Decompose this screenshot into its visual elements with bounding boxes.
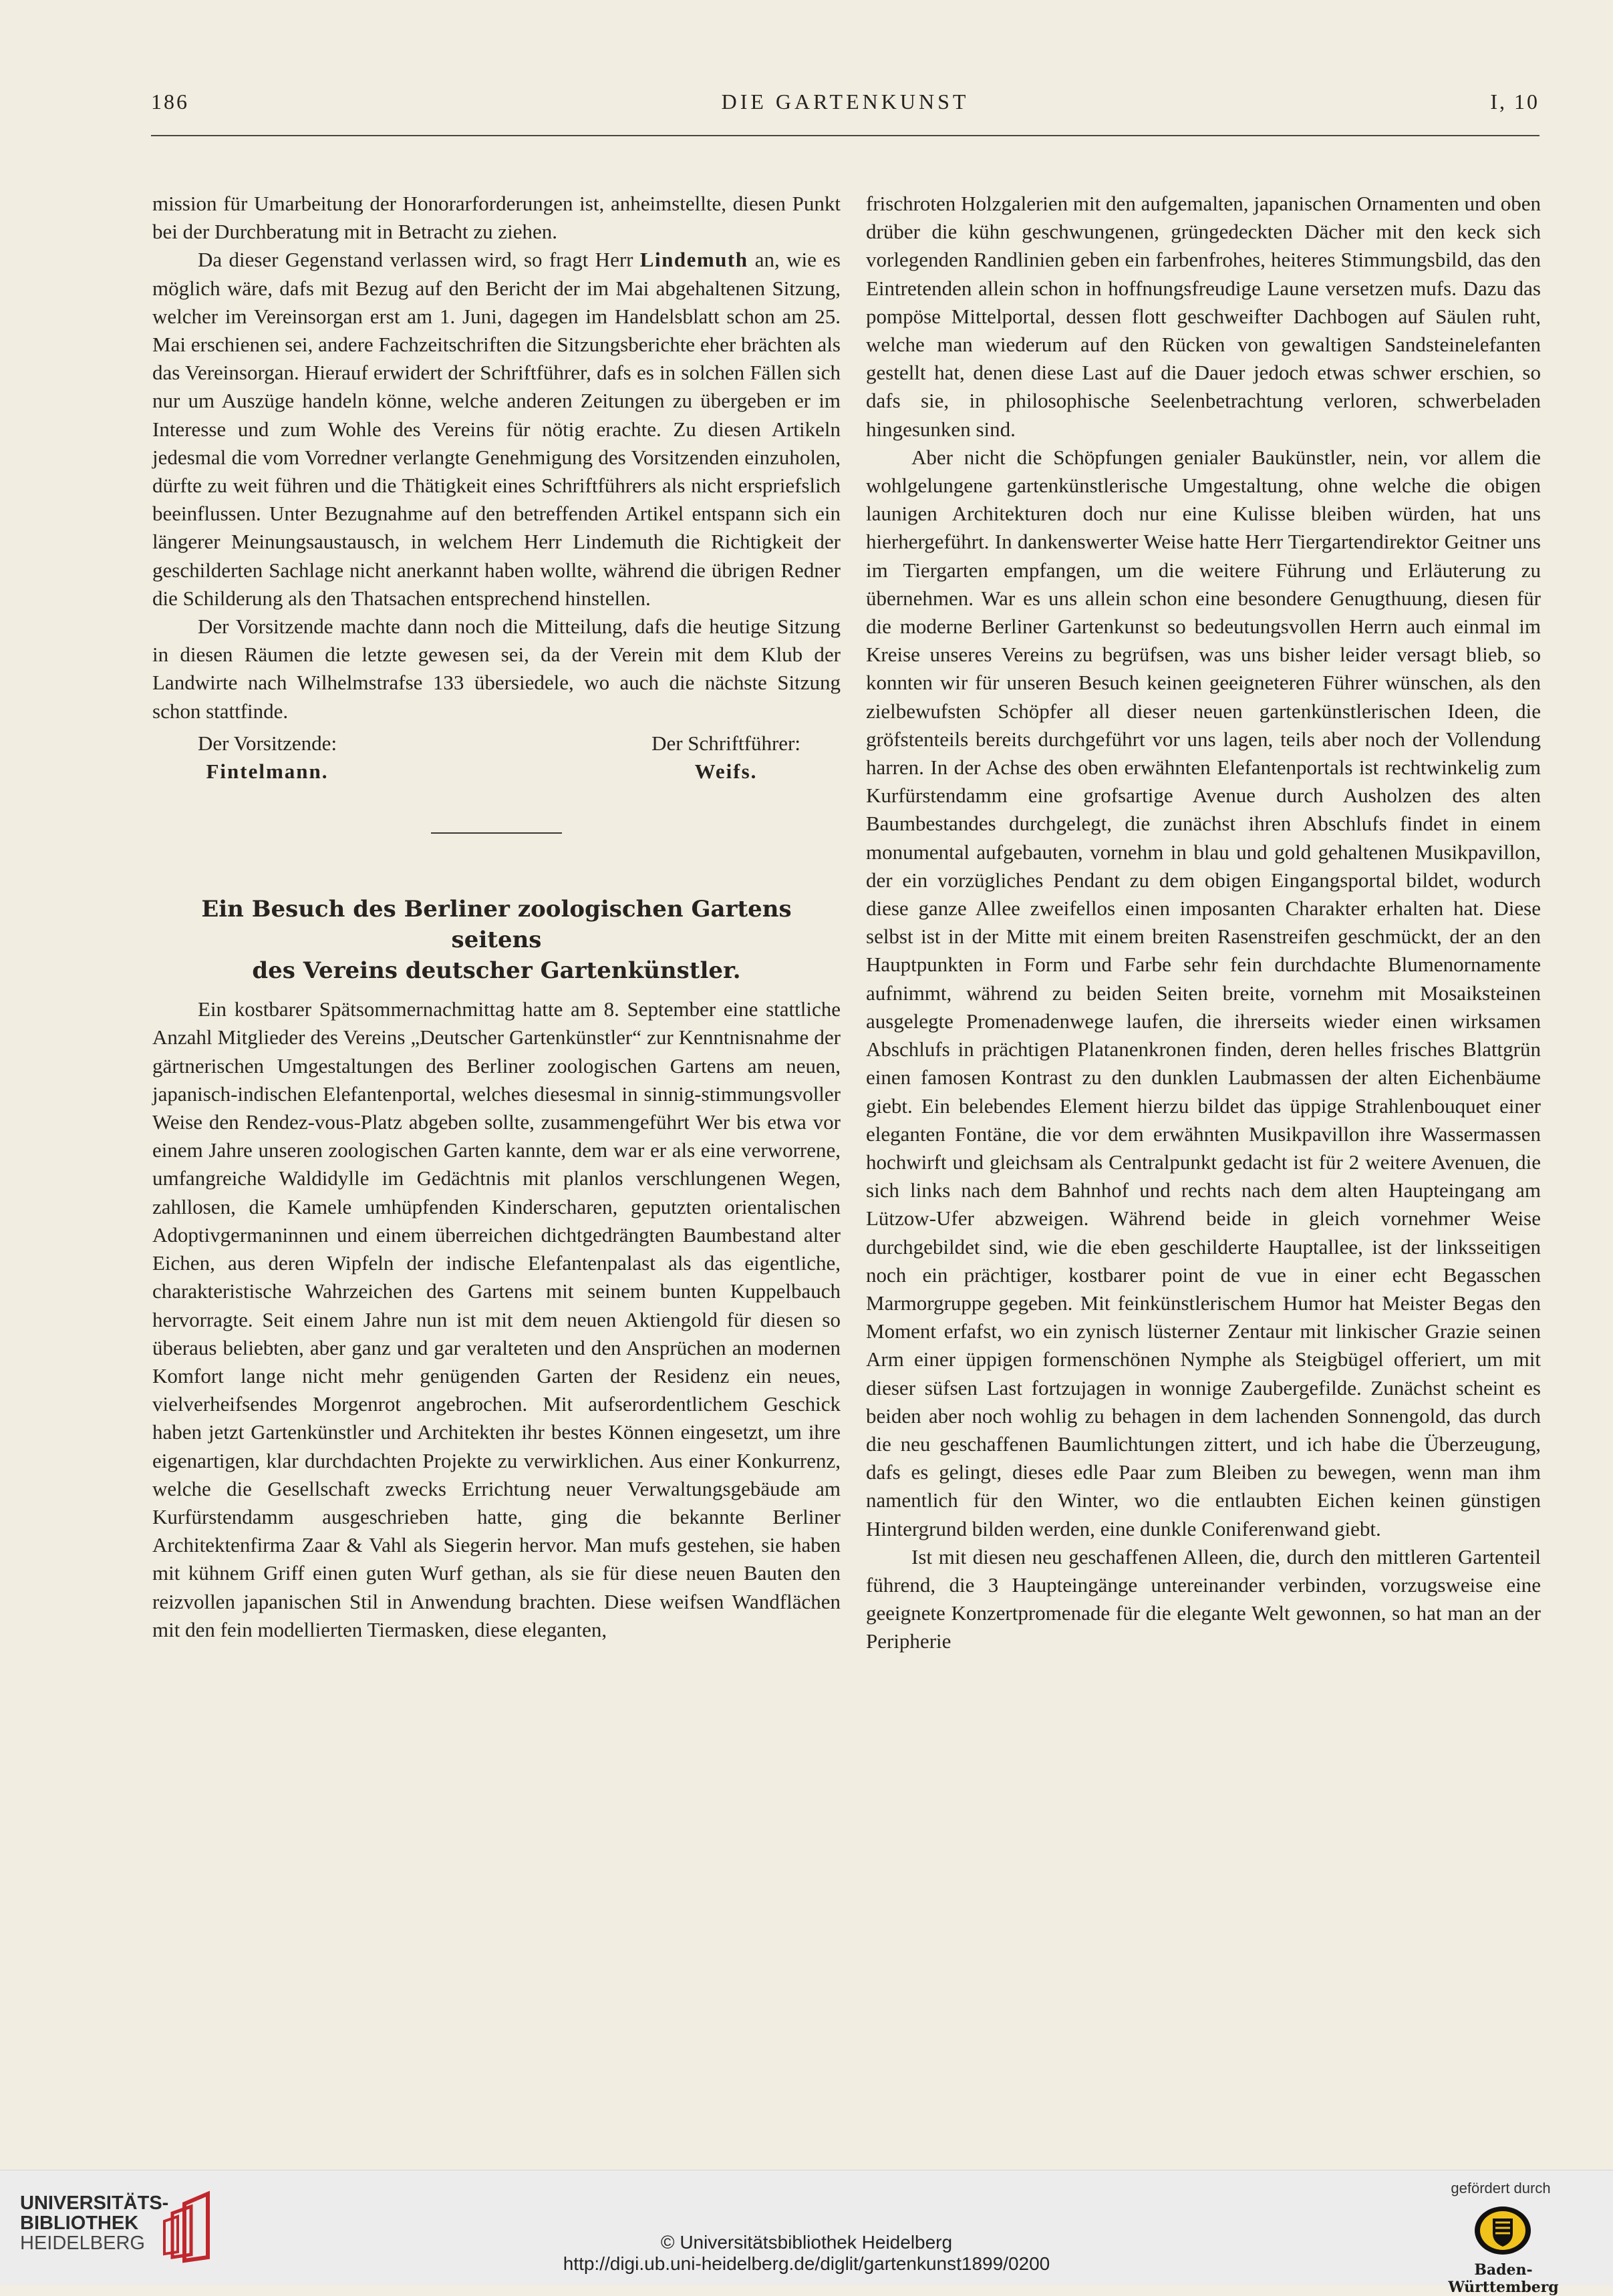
signature-chair — [198, 729, 337, 786]
article-title-line: des Vereins deutscher Gartenkünstler. — [252, 957, 741, 985]
left-column — [152, 190, 841, 1644]
copyright-notice — [0, 2232, 1613, 2275]
paragraph: frischroten Holzgalerien mit den aufgemalten, japanischen Ornamenten und oben drüber die kühn geschwungenen, grüngedeckten Dächer mit den keck sich vorlegenden Randlinien geben ein farbenfrohes, heiteres Stimmungsbild, das den Eintretenden allein schon in hoffnungsfreudige Laune versetzen mufs. Dazu das pompöse Mittelportal, dessen flott geschweifter Dachbogen auf Säulen ruht, welche man wiederum auf den Rücken von gewaltigen Sandsteinelefanten gestellt hat, denen diese Last auf die Dauer jedoch etwas schwer erschien, so dafs sie, in philosophische Seelenbetrachtung verloren, schwerbeladen hingesunken sind. — [866, 192, 1541, 441]
paragraph: mission für Umarbeitung der Honorarforderungen ist, anheimstellte, diesen Punkt bei der Durchberatung mit in Betracht zu ziehen. — [152, 192, 841, 244]
funder-name: Baden-Württemberg — [1448, 2261, 1559, 2296]
footer-bar — [0, 2170, 1613, 2296]
page-number: 186 — [151, 90, 189, 114]
paragraph: Ein kostbarer Spätsommernachmittag hatte am 8. September eine stattliche Anzahl Mitglieder des Vereins „Deutscher Gartenkünstler“ zur Kenntnisnahme der gärtnerischen Umgestaltungen des Berliner zoologischen Gartens am neuen, japanisch-indischen Elefantenportal, welches diesesmal in sinnig-stimmungsvoller Weise den Rendez-vous-Platz abgeben sollte, zusammengeführt Wer bis etwa vor einem Jahre unseren zoologischen Garten kannte, dem war er als eine verworrene, umfangreiche Waldidylle im Gedächtnis mit planlos verschlungenen Wegen, zahllosen, die Kamele umhüpfenden Kinderscharen, geputzten orientalischen Adoptivgermaninnen und einem überreichen dichtgedrängten Baumbestand alter Eichen, aus deren Wipfeln der indische Elefantenpalast als das eigentliche, charakteristische Wahrzeichen des Gartens mit seinem bunten Kuppelbauch hervorragte. Seit einem Jahre nun ist mit dem neuen Aktiengold für diesen so überaus beliebten, aber ganz und gar veralteten und den Ansprüchen an modernen Komfort lange nicht mehr genügenden Garten der Residenz ein neues, vielverheifsendes Morgenrot angebrochen. Mit aufserordentlichem Geschick haben jetzt Gartenkünstler und Architekten ihr bestes Können eingesetzt, um ihre eigenartigen, klar durchdachten Projekte zu verwirklichen. Aus einer Konkurrenz, welche die Gesellschaft zwecks Errichtung neuer Verwaltungsgebäude am Kurfürstendamm ausgeschrieben hatte, ging die bekannte Berliner Architektenfirma Zaar & Vahl als Siegerin hervor. Man mufs gestehen, sie haben mit kühnem Griff einen guten Wurf gethan, als sie für diese neuen Bauten den reizvollen japanischen Stil in Anwendung brachten. Diese weifsen Wandflächen mit den fein modellierten Tiermasken, diese eleganten, — [152, 997, 841, 1641]
journal-title: DIE GARTENKUNST — [721, 90, 970, 114]
paragraph: Ist mit diesen neu geschaffenen Alleen, die, durch den mittleren Gartenteil führend, die 3 Haupteingänge untereinander verbinden, vorzugsweise eine geeignete Konzertpromenade für die elegante Welt gewonnen, so hat man an der Peripherie — [866, 1544, 1541, 1653]
text-run: Da dieser Gegenstand verlassen wird, so fragt Herr — [198, 248, 633, 272]
signature-secretary — [651, 729, 800, 786]
running-head — [151, 90, 1539, 123]
copyright-text: © Universitätsbibliothek Heidelberg — [660, 2232, 953, 2253]
signature-role: Der Vorsitzende: — [198, 731, 337, 755]
article-title — [152, 894, 841, 986]
section-divider — [431, 832, 562, 834]
signature-name: Fintelmann. — [206, 760, 329, 784]
text-run: an, wie es möglich wäre, dafs mit Bezug auf den Bericht der im Mai abgehaltenen Sitzung, welcher im Vereinsorgan erst am 1. Juni, dagegen im Handelsblatt schon am 25. Mai erschienen sei, andere Fachzeitschriften die Sitzungsberichte eher brächten als das Vereinsorgan. Hierauf erwidert der Schriftführer, dafs es in solchen Fällen sich nur um Auszüge handeln könne, welche anderen Zeitungen zu übergeben er im Interesse und zum Wohle des Vereins für nötig erachte. Zu diesen Artikeln jedesmal die vom Vorredner verlangte Genehmigung des Vorsitzenden einzuholen, dürfte zu weit führen und die Thätigkeit eines Schriftführers als nicht erspriefslich beeinflussen. Unter Bezugnahme auf den betreffenden Artikel entspann sich ein längerer Meinungsaustausch, in welchem Herr Lindemuth die Richtigkeit der geschilderten Sachlage nicht anerkannt haben wollte, während die übrigen Redner die Schilderung als den Thatsachen entsprechend hinstellen. — [152, 248, 841, 610]
library-name-line: HEIDELBERG — [20, 2233, 145, 2254]
funded-by-label: gefördert durch — [1451, 2180, 1551, 2196]
baden-wuerttemberg-emblem-icon[interactable] — [1473, 2204, 1533, 2257]
signature-block — [152, 729, 841, 786]
paragraph — [152, 246, 841, 613]
signature-name: Weifs. — [694, 760, 758, 784]
paragraph: Aber nicht die Schöpfungen genialer Baukünstler, nein, vor allem die wohlgelungene gartenkünstlerische Umgestaltung, ohne welche die obigen launigen Architekturen doch nur eine Kulisse bleiben würden, hat uns hierhergeführt. In dankenswerter Weise hatte Herr Tiergartendirektor Geitner uns im Tiergarten empfangen, um die weitere Führung und Erläuterung zu übernehmen. War es uns allein schon eine besondere Genugthuung, diesen für die moderne Berliner Gartenkunst so bedeutungsvollen Herrn auch einmal im Kreise unseres Vereins zu begrüfsen, was uns bisher leider versagt blieb, so konnten wir für unseren Besuch keinen geeigneteren Führer wünschen, als den zielbewufsten Schöpfer all dieser neuen gartenkünstlerischen Ideen, die gröfstenteils bereits durchgeführt vor uns lagen, teils aber noch der Vollendung harren. In der Achse des oben erwähnten Elefantenportals ist rechtwinkelig zum Kurfürstendamm eine grofsartige Avenue durch Ausholzen des alten Baumbestandes durchgelegt, die zunächst ihren Abschlufs findet in einem monumental aufgebauten, vornehm in blau und gold gehaltenen Musikpavillon, der ein vorzügliches Pendant zu dem obigen Eingangsportal bildet, wodurch diese ganze Allee zweifellos einen imposanten Charakter erhalten hat. Diese selbst ist in der Mitte mit einem breiten Rasenstreifen geschmückt, der an den Hauptpunkten in Form und Farbe sehr fein durchdachte Blumenornamente aufnimmt, während zu beiden Seiten breite, vornehm mit Mosaiksteinen ausgelegte Promenadenwege laufen, die ihrerseits wieder einen wirksamen Abschlufs in prächtigen Platanenkronen finden, deren helles frisches Blattgrün einen famosen Kontrast zu den dunklen Laubmassen der alten Eichenbäume giebt. Ein belebendes Element hierzu bildet das üppige Strahlenbouquet einer eleganten Fontäne, die vor dem erwähnten Musikpavillon ihre Wassermassen hochwirft und gleichsam als Centralpunkt gedacht ist für 2 weitere Avenuen, die sich links nach dem Bahnhof und rechts nach dem alten Haupteingang am Lützow-Ufer abzweigen. Während beide in gleich vornehmer Weise durchgebildet sind, wie die eben geschilderte Hauptallee, ist der linksseitigen noch ein prächtiger, kostbarer point de vue in einer echt Begasschen Marmorgruppe gegeben. Mit feinkünstlerischem Humor hat Meister Begas den Moment erfafst, wo ein zynisch lüsterner Zentaur mit linkischer Grazie seinen Arm einer üppigen formenschönen Nymphe als Steigbügel offeriert, um mit dieser süfsen Last fortzujagen in wonnige Zaubergefilde. Zunächst scheint es beiden aber noch wohlig zu behagen in dem lachenden Sonnengold, das durch die neu geschaffenen Baumlichtungen zittert, und ich habe die Überzeugung, dafs es gelingt, dieses edle Paar zum Bleiben zu bewegen, wenn man ihm namentlich für den Winter, wo die entlaubten Eichen keinen günstigen Hintergrund bilden werden, eine dunkle Coniferenwand giebt. — [866, 445, 1541, 1540]
paragraph: Der Vorsitzende machte dann noch die Mitteilung, dafs die heutige Sitzung in diesen Räumen die letzte gewesen sei, da der Verein mit dem Klub der Landwirte nach Wilhelmstrafse 133 übersiedele, wo auch die nächste Sitzung schon stattfinde. — [152, 615, 841, 723]
person-name: Lindemuth — [639, 248, 748, 272]
right-column — [866, 190, 1541, 1656]
signature-role: Der Schriftführer: — [651, 731, 800, 755]
article-title-line: Ein Besuch des Berliner zoologischen Gartens seitens — [201, 896, 792, 954]
permalink[interactable]: http://digi.ub.uni-heidelberg.de/diglit/gartenkunst1899/0200 — [563, 2253, 1050, 2274]
header-rule — [151, 135, 1539, 136]
volume-issue: I, 10 — [1490, 90, 1539, 114]
library-name-line: BIBLIOTHEK — [20, 2212, 139, 2234]
library-name-line: UNIVERSITÄTS- — [20, 2192, 169, 2214]
